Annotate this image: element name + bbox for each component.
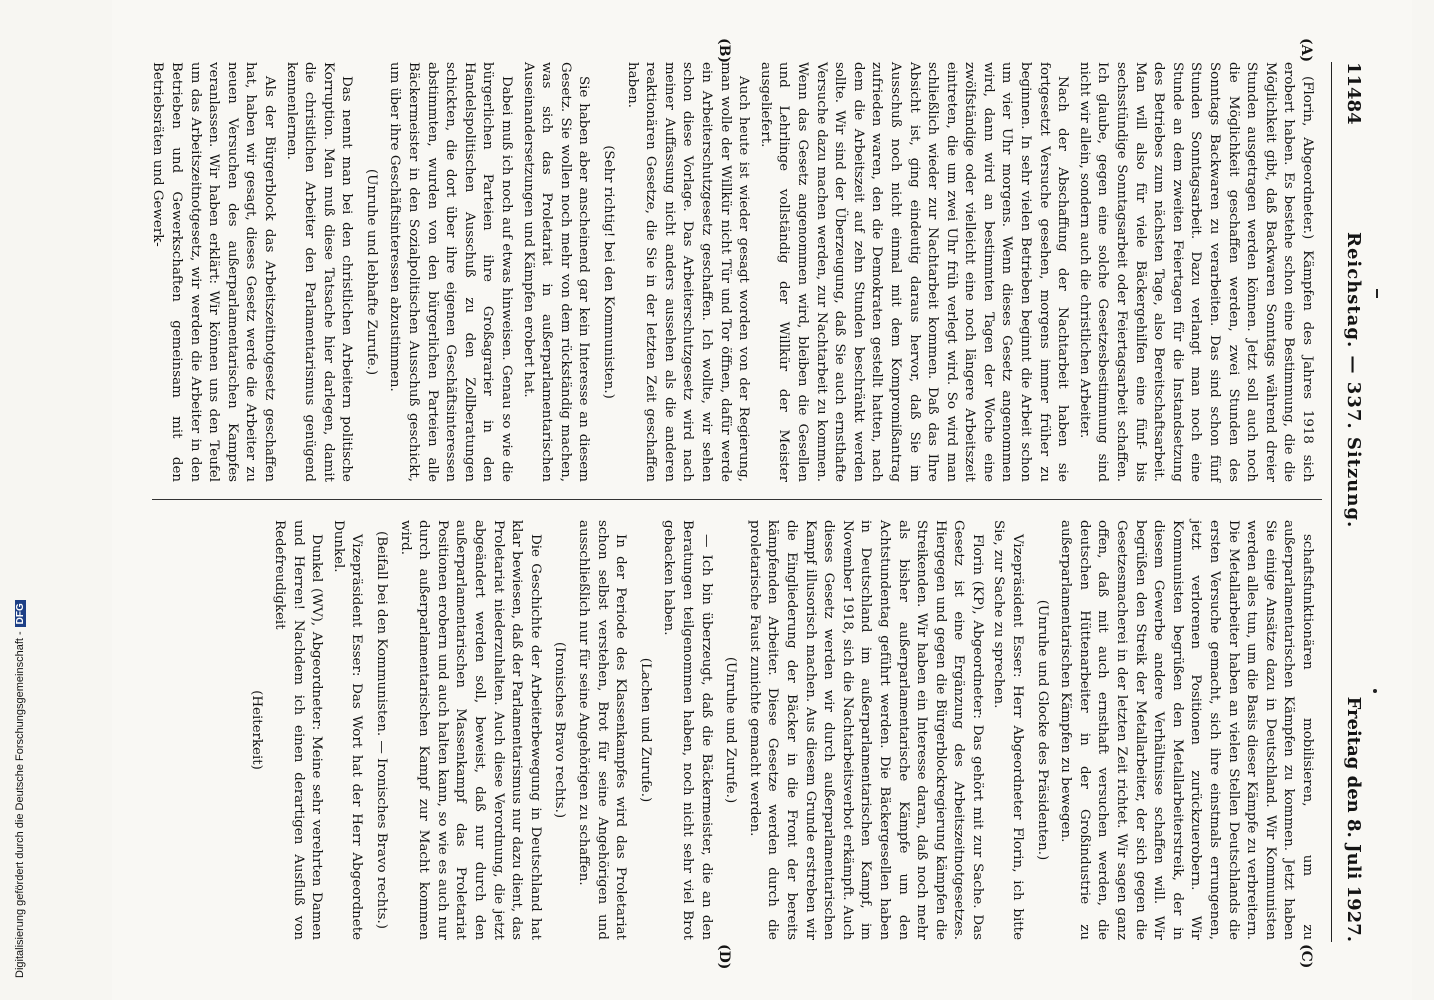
interjection: (Heiterkeit) <box>248 690 264 770</box>
session-title: Reichstag. — 337. Sitzung. <box>1343 232 1364 529</box>
footer-text: Digitalisierung gefördert durch die Deutsche Forschungsgemeinschaft - <box>14 631 26 978</box>
paragraph: (Florin, Abgeordneter.) Kämpfen des Jahres 1918 sich erobert haben. Es bestehe schon eine Bestimmung, die die Möglichkeit gibt, daß Backwaren Sonntags während dreier Stunden ausgetragen werden können. Jetzt soll auch noch die Möglichkeit geschaffen werden, zwei Stunden des Sonntags Backwaren zu verarbeiten. Das sind schon fünf Stunden Sonntagsarbeit. Dazu verlangt man noch eine Stunde an dem zweiten Feiertagen für die Instandsetzung des Betriebes zum nächsten Tage, also Bereitschaftsarbeit. Man will also für viele Bäckergehilfen eine fünf- bis sechsstündige Sonntagsarbeit oder Feiertagsarbeit schaffen. Ich glaube, gegen eine solche Gesetzesbestimmung sind nicht wir allein, sondern auch die christlichen Arbeiter. <box>1076 62 1315 482</box>
paragraph: — Ich bin überzeugt, daß die Bäckermeister, die an den Beratungen teilgenommen haben, noch nicht sehr viel Brot gebacken haben. <box>661 520 714 940</box>
left-text-column <box>150 62 1316 482</box>
margin-mark-d: (D) <box>716 944 732 970</box>
margin-mark-b: (B) <box>716 38 732 64</box>
scan-dot <box>1373 689 1377 693</box>
interjection: (Unruhe und lebhafte Zurufe.) <box>363 168 379 376</box>
paragraph: Florin (KP), Abgeordneter: Das gehört mit zur Sache. Das Gesetz ist eine Ergänzung des Arbeitszeitnotgesetzes. Hiergegen und gegen die Bürgerblockregierung kämpfen die Streikenden. Wir haben ein Interesse daran, daß noch mehr als bisher außerparlamentarische Kämpfe um den Achtstundentag geführt werden. Die Bäckergesellen haben in Deutschland im außerparlamentarischen Kampf, im November 1918, sich die Nachtarbeitsverbot erkämpft. Auch dieses Gesetz werden wir durch außerparlamentarischen Kampf illusorisch machen. Aus diesem Grunde erstreben wir die Eingliederung der Bäcker in die Front der bereits kämpfenden Arbeiter. Diese Gesetze werden durch die proletarische Faust zunichte gemacht werden. <box>746 520 985 940</box>
paragraph: Vizepräsident Esser: Herr Abgeordneter Florin, ich bitte Sie, zur Sache zu sprechen. <box>991 520 1026 940</box>
interjection: (Lachen und Zurufe.) <box>637 657 653 803</box>
margin-mark-c: (C) <box>1298 944 1314 969</box>
paragraph: Nach der Abschaffung der Nachtarbeit haben sie fortgesetzt Versuche gesehen, morgens immer früher zu beginnen. In sehr vielen Betrieben beginnt die Arbeit schon um vier Uhr morgens. Wenn dieses Gesetz angenommen wird, dann wird an bestimmten Tagen der Woche eine zwölfständige oder vielleicht eine noch längere Arbeitszeit eintreten, die um zwei Uhr früh verlegt wird. So wird man schließlich wieder zur Nachtarbeit kommen. Daß das Ihre Absicht ist, ging eindeutig daraus hervor, daß Sie im Ausschuß noch nicht einmal mit dem Kompromißantrag zufrieden waren, den die Demokraten gestellt hatten, nach dem die Arbeitszeit auf zehn Stunden beschränkt werden sollte. Wir sind der Überzeugung, daß Sie auch ernsthafte Versuche dazu machen werden, zur Nachtarbeit zu kommen. Wenn das Gesetz angenommen wird, bleiben die Gesellen und Lehrlinge vollständig der Willkür der Meister ausgeliefert. <box>757 62 1071 482</box>
scan-tick <box>1376 289 1378 298</box>
margin-mark-a: (A) <box>1298 38 1314 63</box>
paragraph: Das nennt man bei den christlichen Arbeitern politische Korruption. Man muß diese Tatsache hier darlegen, damit die christlichen Arbeiter den Parlamentarismus genügend kennenlernen. <box>283 62 355 482</box>
page-header <box>1331 62 1372 942</box>
paragraph: Dunkel (WV), Abgeordneter: Meine sehr verehrten Damen und Herren! Nachdem ich einen derartigen Ausfluß von Redefreudigkeit <box>272 520 325 940</box>
interjection: (Unruhe und Zurufe.) <box>723 656 739 804</box>
interjection: (Beifall bei den Kommunisten. — Ironisches Bravo rechts.) <box>374 530 390 930</box>
interjection: (Unruhe und Glocke des Präsidenten.) <box>1034 599 1050 861</box>
session-date: Freitag den 8. Juli 1927. <box>1343 696 1364 942</box>
paragraph: Dabei muß ich noch auf etwas hinweisen. Genau so wie die bürgerlichen Parteien ihre Großagrarier in den Handelspolitischen Ausschuß zu den Zollberatungen schickten, die dort über ihre eigenen Geschäftsinteressen abstimmten, wurden von den bürgerlichen Parteien alle Bäckermeister in den Sozialpolitischen Ausschuß geschickt, um über ihre Geschäftsinteressen abzustimmen. <box>387 62 515 482</box>
column-divider <box>152 499 1322 500</box>
paragraph: In der Periode des Klassenkampfes wird das Proletariat schon selbst verstehen, Brot für seine Angehörigen und ausschließlich nur für seine Angehörigen zu schaffen. <box>576 520 629 940</box>
paragraph: Als der Bürgerblock das Arbeitszeitnotgesetz geschaffen hat, haben wir gesagt, dieses Gesetz werde die Arbeiter zu neuen Versuchen des außerparlamentarischen Kampfes veranlassen. Wir haben erklärt: Wir können uns den Teufel um das Arbeitszeitnotgesetz, wir werden die Arbeiter in den Betrieben und Gewerkschaften gemeinsam mit den Betriebsräten und Gewerk- <box>150 62 277 482</box>
interjection: (Sehr richtig! bei den Kommunisten.) <box>601 145 617 399</box>
dfg-logo: DFG <box>15 600 26 627</box>
scanned-page <box>112 0 1412 1000</box>
digitization-footer <box>14 0 30 978</box>
right-text-column <box>156 520 1316 940</box>
paragraph: Sie haben aber anscheinend gar kein Interesse an diesem Gesetz. Sie wollen noch mehr von dem rückständig machen, was sich das Proletariat in außerparlamentarischen Auseinandersetzungen und Kämpfen erobert hat. <box>520 62 592 482</box>
paragraph: schaftsfunktionären mobilisieren, um zu außerparlamentarischen Kämpfen zu kommen. Jetzt haben Sie einige Ansätze dazu in Deutschland. Wir Kommunisten werden alles tun, um die Basis dieser Kämpfe zu verbreitern. Die Metallarbeiter haben an vielen Stellen Deutschlands die ersten Versuche gemacht, sich ihre einstmals errungenen, jetzt verlorenen Positionen zurückzuerobern. Wir Kommunisten begrüßen den Metallarbeiterstreik, der in diesem Gewerbe andere Verhältnisse schaffen will. Wir begrüßen den Streik der Metallarbeiter, der sich gegen die Gesetzesmacherei in der letzten Zeit richtet. Wir sagen ganz offen, daß mit auch ernsthaft versuchen werden, die deutschen Hüttenarbeiter in der Großindustrie zu außerparlamentarischen Kämpfen zu bewegen. <box>1058 520 1315 940</box>
interjection: (Ironisches Bravo rechts.) <box>552 641 568 819</box>
paragraph: Auch heute ist wieder gesagt worden von der Regierung, man wolle der Willkür nicht Tür und Tor öffnen, dafür werde ein Arbeiterschutzgesetz geschaffen. Ich wollte, wir sehen schon diese Vorlage. Das Arbeiterschutzgesetz wird nach meiner Auffassung nicht anders aussehen als die anderen reaktionären Gesetze, die Sie in der letzten Zeit geschaffen haben. <box>624 62 752 482</box>
paragraph: Die Geschichte der Arbeiterbewegung in Deutschland hat klar bewiesen, daß der Parlamentarismus nur dazu dient, das Proletariat niederzuhalten. Auch diese Verordnung, die jetzt abgeändert werden soll, beweist, daß nur durch den außerparlamentarischen Massenkampf das Proletariat Positionen erobern und auch halten kann, so wie es auch nur durch außerparlamentarischen Kampf zur Macht kommen wird. <box>397 520 543 940</box>
paragraph: Vizepräsident Esser: Das Wort hat der Herr Abgeordnete Dunkel. <box>330 520 365 940</box>
page-number: 11484 <box>1343 62 1364 125</box>
